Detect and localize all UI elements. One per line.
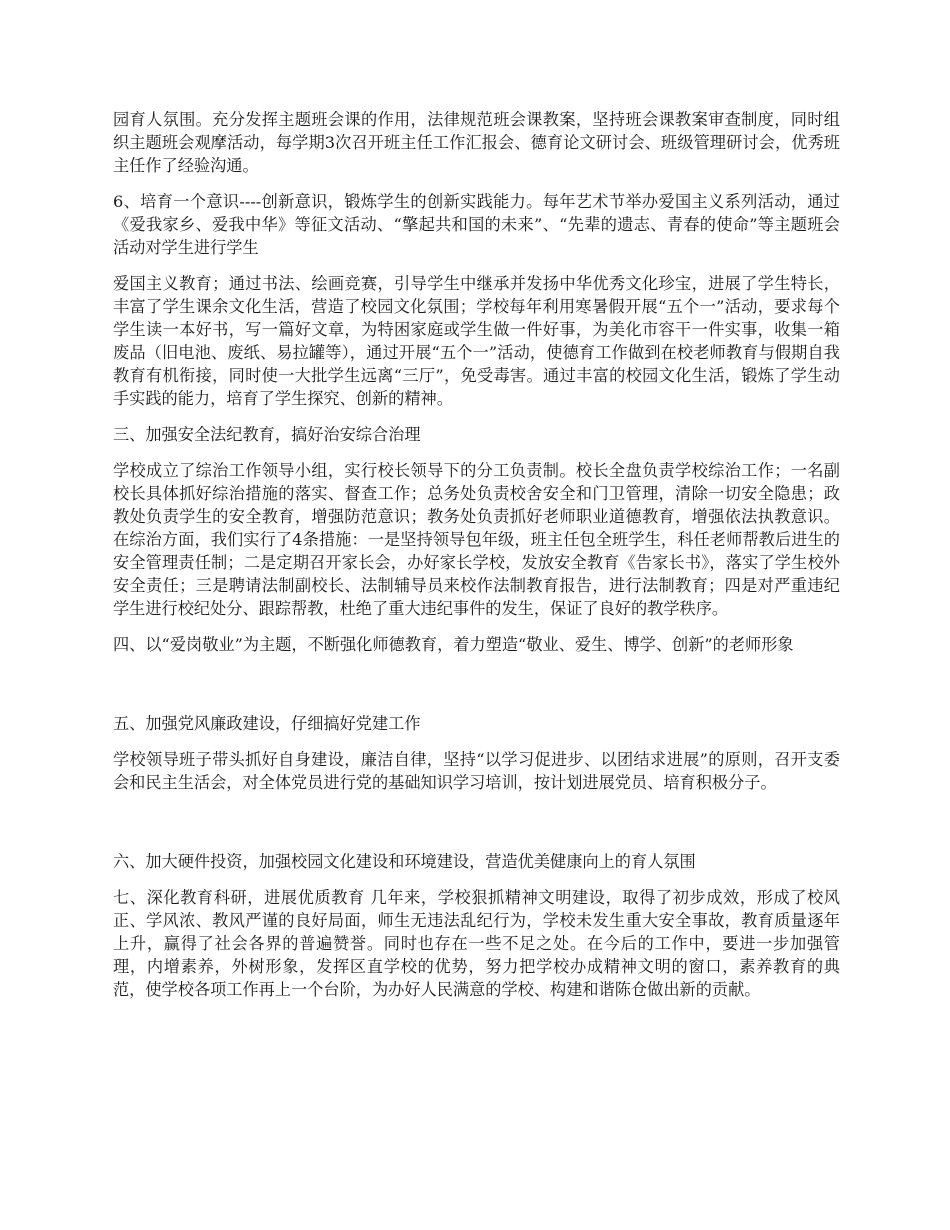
paragraph-gap xyxy=(113,410,840,423)
paragraph-education-research: 七、深化教育科研，进展优质教育 几年来，学校狠抓精神文明建设，取得了初步成效，形成了校风正、学风浓、教风严谨的良好局面，师生无违法乱纪行为，学校未发生重大安全事故，教育质量逐年上升，赢得了社会各界的普遍赞誉。同时也存在一些不足之处。在今后的工作中，要进一步加强管理，内增素养，外树形象，发挥区直学校的优势，努力把学校办成精神文明的窗口，素养教育的典范，使学校各项工作再上一个台阶，为办好人民满意的学校、构建和谐陈仓做出新的贡献。 xyxy=(113,888,840,999)
paragraph-gap-large xyxy=(113,794,840,850)
section-heading-hardware-investment: 六、加大硬件投资，加强校园文化建设和环境建设，营造优美健康向上的育人氛围 xyxy=(113,852,696,871)
paragraph-gap xyxy=(113,873,840,886)
paragraph-gap xyxy=(113,259,840,272)
paragraph-gap-large xyxy=(113,656,840,712)
paragraph-class-meeting: 园育人氛围。充分发挥主题班会课的作用，法律规范班会课教案，坚持班会课教案审查制度，同时组织主题班会观摩活动，每学期3次召开班主任工作汇报会、德育论文研讨会、班级管理研讨会，优秀班主任作了经验沟通。 xyxy=(113,110,840,175)
section-heading-teacher-ethics: 四、以“爱岗敬业”为主题，不断强化师德教育，着力塑造“敬业、爱生、博学、创新”的老师形象 xyxy=(113,635,794,654)
paragraph-gap xyxy=(113,446,840,459)
paragraph-safety-measures: 学校成立了综治工作领导小组，实行校长领导下的分工负责制。校长全盘负责学校综治工作；一名副校长具体抓好综治措施的落实、督查工作；总务处负责校舍安全和门卫管理，清除一切安全隐患；政教处负责学生的安全教育，增强防范意识；教务处负责抓好老师职业道德教育，增强依法执教意识。在综治方面，我们实行了4条措施：一是坚持领导包年级，班主任包全班学生，科任老师帮教后进生的安全管理责任制；二是定期召开家长会，办好家长学校，发放安全教育《告家长书》，落实了学生校外安全责任；三是聘请法制副校长、法制辅导员来校作法制教育报告，进行法制教育；四是对严重违纪学生进行校纪处分、跟踪帮教，杜绝了重大违纪事件的发生，保证了良好的教学秩序。 xyxy=(113,461,840,618)
paragraph-patriotism-education: 爱国主义教育；通过书法、绘画竞赛，引导学生中继承并发扬中华优秀文化珍宝，进展了学生特长，丰富了学生课余文化生活，营造了校园文化氛围；学校每年利用寒暑假开展“五个一”活动，要求每个学生读一本好书，写一篇好文章，为特困家庭或学生做一件好事，为美化市容干一件实事，收集一箱废品（旧电池、废纸、易拉罐等），通过开展“五个一”活动，使德育工作做到在校老师教育与假期自我教育有机衔接，同时使一大批学生远离“三厅”，免受毒害。通过丰富的校园文化生活，锻炼了学生动手实践的能力，培育了学生探究、创新的精神。 xyxy=(113,274,840,408)
document-body xyxy=(113,108,840,1001)
section-heading-party-building: 五、加强党风廉政建设，仔细搞好党建工作 xyxy=(113,714,421,733)
paragraph-gap xyxy=(113,177,840,190)
paragraph-innovation-awareness: 6、培育一个意识----创新意识，锻炼学生的创新实践能力。每年艺术节举办爱国主义系列活动，通过《爱我家乡、爱我中华》等征文活动、“擎起共和国的未来”、“先辈的遗志、青春的使命”等主题班会活动对学生进行学生 xyxy=(113,192,840,257)
section-heading-safety: 三、加强安全法纪教育，搞好治安综合治理 xyxy=(113,425,421,444)
paragraph-gap xyxy=(113,620,840,633)
paragraph-leadership: 学校领导班子带头抓好自身建设，廉洁自律，坚持“以学习促进步、以团结求进展”的原则，召开支委会和民主生活会，对全体党员进行党的基础知识学习培训，按计划进展党员、培育积极分子。 xyxy=(113,750,840,792)
paragraph-gap xyxy=(113,735,840,748)
